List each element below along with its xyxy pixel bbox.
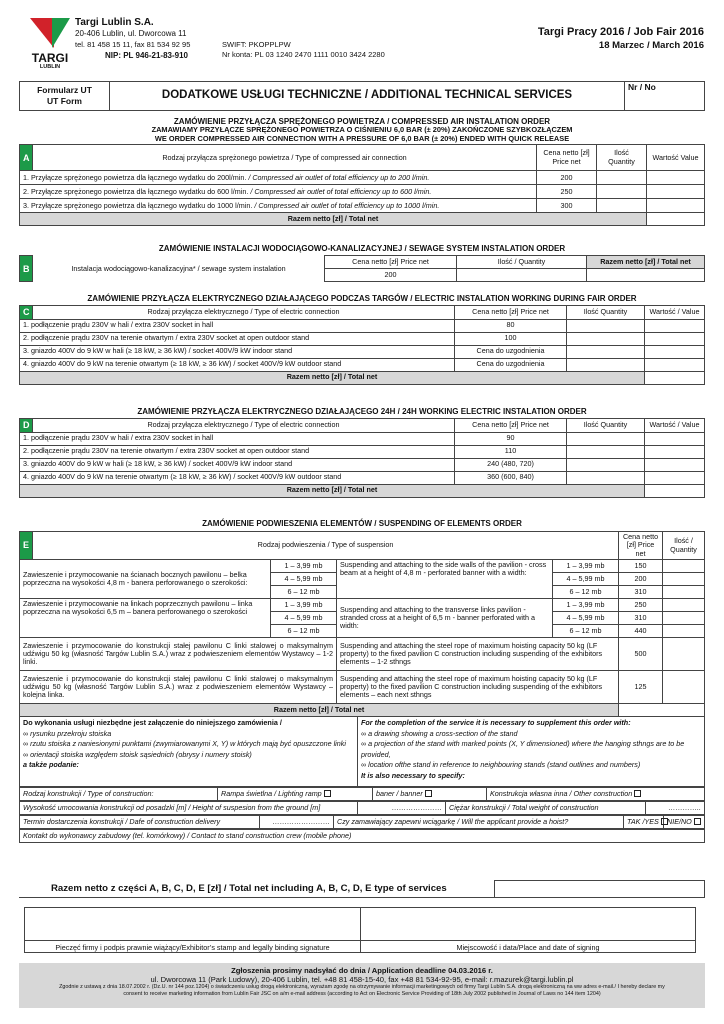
- section-a-total-label: Razem netto [zł] / Total net: [20, 213, 647, 226]
- quantity-input[interactable]: [567, 458, 645, 471]
- table-row: 4. gniazdo 400V do 9 kW na terenie otwartym (≥ 18 kW, ≥ 36 kW) / socket 400V/9 kW outdoor stand 360 (600, 840): [20, 471, 705, 484]
- place-date-label: Miejscowość i data/Place and date of signing: [361, 940, 695, 952]
- quantity-input[interactable]: [597, 171, 647, 185]
- logo: [28, 16, 72, 70]
- logo-text: TARGI: [31, 51, 69, 65]
- logo-mark-icon: [28, 16, 72, 50]
- value-cell: [645, 458, 705, 471]
- value-cell: [645, 345, 705, 358]
- table-row: 3. gniazdo 400V do 9 kW w hali (≥ 18 kW, ≥ 36 kW) / socket 400V/9 kW indoor stand Cena do uzgodnienia: [20, 345, 705, 358]
- legal-en: consent to receive marketing information from Lublin Fair JSC on a/m e-mail address (according to Act on Electronic Service Providing of 18th July 2002 published in Journal of Laws no 144 item 1204): [123, 991, 601, 997]
- quantity-input[interactable]: [663, 638, 705, 671]
- table-row: 4. gniazdo 400V do 9 kW na terenie otwartym (≥ 18 kW, ≥ 36 kW) / socket 400V/9 kW outdoor stand Cena do uzgodnienia: [20, 358, 705, 371]
- section-b-total-value[interactable]: [587, 269, 705, 282]
- bank-account: Nr konta: PL 03 1240 2470 1111 0010 3424 2280: [222, 50, 385, 59]
- form-code: Formularz UT UT Form: [20, 82, 110, 111]
- section-c-total-value[interactable]: [645, 371, 705, 384]
- section-c-title: ZAMÓWIENIE PRZYŁĄCZA ELEKTRYCZNEGO DZIAŁAJĄCEGO PODCZAS TARGÓW / ELECTRIC INSTALATION WORKING DURING FAIR ORDER: [87, 294, 637, 303]
- quantity-input[interactable]: [663, 612, 705, 625]
- form-number-field[interactable]: Nr / No: [625, 82, 705, 111]
- steel-rope-pl: Zawieszenie i przymocowanie do konstrukcji stałej pawilonu C linki stalowej o maksymalnym udźwigu 50 kg (własność Targów Lublin S.A.) wraz z podwieszeniem elementów Wystawcy – 1-2 linki.: [20, 638, 337, 671]
- value-cell: [645, 319, 705, 332]
- contact-field[interactable]: Kontakt do wykonawcy zabudowy (tel. komórkowy) / Contact to stand construction crew (mobile phone): [20, 830, 705, 843]
- section-c-type-header: Rodzaj przyłącza elektrycznego / Type of electric connection: [33, 306, 455, 319]
- quantity-input[interactable]: [567, 332, 645, 345]
- quantity-input[interactable]: [567, 358, 645, 371]
- table-row: 2. Przyłącze sprężonego powietrza dla łącznego wydatku do 600 l/min. / Compressed air outlet of total efficiency up to 600 l/min. 250: [20, 185, 705, 199]
- checkbox-icon[interactable]: [425, 790, 432, 797]
- section-b-title: ZAMÓWIENIE INSTALACJI WODOCIĄGOWO-KANALIZACYJNEJ / SEWAGE SYSTEM INSTALATION ORDER: [158, 244, 566, 253]
- section-b-letter: B: [20, 256, 33, 282]
- construction-type-label: Rodzaj konstrukcji / Type of construction:: [20, 788, 218, 801]
- value-cell: [647, 171, 705, 185]
- option-banner[interactable]: baner / banner: [373, 788, 487, 801]
- table-row: 1. podłączenie prądu 230V w hali / extra 230V socket in hall 90: [20, 432, 705, 445]
- table-row: 2. podłączenie prądu 230V na terenie otwartym / extra 230V socket at open outdoor stand 110: [20, 445, 705, 458]
- swift: SWIFT: PKOPPLPW: [222, 40, 291, 49]
- company-address: 20-406 Lublin, ul. Dworcowa 11: [75, 29, 187, 38]
- section-c-total-label: Razem netto [zł] / Total net: [20, 371, 645, 384]
- weight-input[interactable]: …………..: [646, 802, 705, 815]
- section-a-title: ZAMÓWIENIE PRZYŁĄCZA SPRĘŻONEGO POWIETRZA / COMPRESSED AIR INSTALATION ORDER: [173, 117, 551, 126]
- value-cell: [647, 185, 705, 199]
- price-header: Cena netto [zł] Price net: [619, 532, 663, 560]
- value-header: Wartość / Value: [645, 419, 705, 432]
- quantity-header: Ilość Quantity: [567, 419, 645, 432]
- quantity-input[interactable]: [597, 199, 647, 213]
- suspension-links-en: Suspending and attaching to the transverse links pavilion - stranded cross at a height of 6,5 m - banner perforated with a width:: [337, 599, 553, 638]
- footer-address: ul. Dworcowa 11 (Park Ludowy), 20-406 Lublin, tel. +48 81 458-15-40, fax +48 81 534-92-95, e-mail: r.mazurek@targi.lublin.pl: [150, 975, 574, 984]
- section-e: ZAMÓWIENIE PODWIESZENIA ELEMENTÓW / SUSPENDING OF ELEMENTS ORDER E Rodzaj podwieszenia / Type of suspension Cena netto [zł] Price net Ilość / Quantity Zawieszenie i przymocowanie na ścianach bocznych pawilonu – belka poprzeczna na wysokości 4,8 m - banera perforowanego o szerokości: 1 – 3,99 mb Suspending and attaching to the side walls of the pavilion - cross beam at a height of 4,8 m - perforated banner with a width: 1 – 3,99 mb 150 4 – 5,99 mb 4 – 5,99 mb 200 6 – 12 mb 6 – 12 mb 310 Zawieszenie i przymocowanie na linkach poprzecznych pawilonu – linka poprzeczna na wysokości 6,5 m – banera perforowanego o szerokości 1 – 3,99 mb Suspending and attaching to the transverse links pavilion - stranded cross at a height of 6,5 m - banner perforated with a width: 1 – 3,99 mb 250 4 – 5,99 mb 4 – 5,99 mb 310 6 – 12 mb 6 – 12 mb 440 Zawieszenie i przymocowanie do konstrukcji stałej pawilonu C linki stalowej o maksymalnym udźwigu 50 kg (własność Targów Lublin S.A.) wraz z podwieszeniem elementów Wystawcy – 1-2 linki. Suspending and attaching the steel rope of maximum hoisting capacity 50 kg (LF property) to the fixed pavilion C construction including suspending of the exhibitors elements – 1-2 sthngs 500 Zawieszenie i przymocowanie do konstrukcji stałej pawilonu C linki stalowej o maksymalnym udźwigu 50 kg (własność Targów Lublin S.A.) wraz z podwieszeniem elementów Wystawcy – kolejna linka. Suspending and attaching the steel rope of maximum hoisting capacity 50 kg (LF property) to the fixed pavilion C construction including suspending of the exhibitors elements – each next sthngs 125 Razem netto [zł] / Total net Do wykonania usługi niezbędne jest załączenie do niniejszego zamówienia / ∞ rysunku przekroju stoiska ∞ rzutu stoiska z naniesionymi punktami (zwymiarowanymi X, Y) w których mają być opuszczone linki ∞ orientacji stoiska względem stoisk sąsiednich (obrysy i numery stoisk) a także podanie: For the completion of the service it is necessary to supplement this order with: ∞ a drawing showing a cross-section of the stand ∞ a projection of the stand with marked points (X, Y dimensioned) where the hanging sthngs are to be provided, ∞ location ofthe stand in reference to neighbouring stands (stand outlines and numbers) It is also necessary to specify: Rodzaj konstrukcji / Type of construction: Rampa świetlna / Lighting ramp baner / banner Konstrukcja własna inna / Other construction Wysokość umocowania konstrukcji od posadzki [m] / Height of suspesion from the ground [m] ………………… Ciężar konstrukcji / Total weight of construction ………….. Termin dostarczenia konstrukcji / Dafe of construction delivery …………………… Czy zamawiający zapewni wciągarkę / Will the applicant provide a hoist? TAK /YES NIE/NO Kontakt do wykonawcy zabudowy (tel. komórkowy) / Contact to stand construction crew (mobile phone): [19, 519, 705, 843]
- quantity-input[interactable]: [663, 560, 705, 573]
- quantity-header: Ilość Quantity: [597, 145, 647, 171]
- table-row: 3. gniazdo 400V do 9 kW w hali (≥ 18 kW, ≥ 36 kW) / socket 400V/9 kW indoor stand 240 (480, 720): [20, 458, 705, 471]
- section-e-total-label: Razem netto [zł] / Total net: [20, 704, 619, 717]
- section-d-total-label: Razem netto [zł] / Total net: [20, 484, 645, 497]
- legal-pl: Zgodnie z ustawą z dnia 18.07.2002 r. (Dz.U. nr 144 poz.1204) o świadczeniu usług drogą elektroniczną, wyrażam zgodę na otrzymywanie informacji marketingowych od firmy Targi Lublin S.A. drogą elektroniczną na ww adres e-mail./ I hereby declare my: [59, 984, 665, 990]
- section-e-letter: E: [20, 532, 33, 560]
- weight-label: Ciężar konstrukcji / Total weight of construction: [446, 802, 646, 815]
- section-b-type: Instalacja wodociągowo-kanalizacyjna* / sewage system instalation: [71, 263, 286, 273]
- price-header: Cena netto [zł] Price net: [537, 145, 597, 171]
- value-cell: [645, 432, 705, 445]
- table-row: 1. podłączenie prądu 230V w hali / extra 230V socket in hall 80: [20, 319, 705, 332]
- quantity-input[interactable]: [457, 269, 587, 282]
- hoist-yes[interactable]: TAK /YES: [624, 816, 664, 829]
- height-input[interactable]: …………………: [358, 802, 446, 815]
- section-a-subtitle-en: WE ORDER COMPRESSED AIR CONNECTION WITH A PRESSURE OF 6,0 BAR (± 20%) ENDED WITH QUICK RELEASE: [154, 133, 570, 143]
- section-e-total-value[interactable]: [619, 704, 705, 717]
- place-date-field[interactable]: [361, 908, 695, 940]
- quantity-input[interactable]: [663, 599, 705, 612]
- section-d: [19, 407, 705, 498]
- quantity-input[interactable]: [663, 586, 705, 599]
- signature-label: Pieczęć firmy i podpis prawnie wiążący/Exhibitor’s stamp and legally binding signature: [25, 940, 360, 952]
- steel-rope-next-en: Suspending and attaching the steel rope of maximum hoisting capacity 50 kg (LF property) to the fixed pavilion C construction including suspending of the exhibitors elements – each next sthngs: [337, 671, 619, 704]
- section-c: [19, 294, 705, 385]
- signature-field[interactable]: [25, 908, 360, 940]
- section-d-type-header: Rodzaj przyłącza elektrycznego / Type of electric connection: [33, 419, 455, 432]
- option-lighting-ramp[interactable]: Rampa świetlna / Lighting ramp: [218, 788, 373, 801]
- company-name: Targi Lublin S.A.: [75, 17, 154, 28]
- hoist-no[interactable]: NIE/NO: [664, 816, 705, 829]
- value-cell: [645, 332, 705, 345]
- company-nip: NIP: PL 946-21-83-910: [105, 51, 189, 60]
- price-header: Cena netto [zł] Price net: [325, 256, 457, 269]
- height-label: Wysokość umocowania konstrukcji od posadzki [m] / Height of suspesion from the ground [m]: [20, 802, 358, 815]
- checkbox-icon[interactable]: [324, 790, 331, 797]
- value-cell: [647, 199, 705, 213]
- section-d-title: ZAMÓWIENIE PRZYŁĄCZA ELEKTRYCZNEGO DZIAŁAJĄCEGO 24H / 24H WORKING ELECTRIC INSTALATION ORDER: [137, 407, 587, 416]
- steel-rope-en: Suspending and attaching the steel rope of maximum hoisting capacity 50 kg (LF property) to the fixed pavilion C construction including suspending of the exhibitors elements – 1-2 sthngs: [337, 638, 619, 671]
- option-other-construction[interactable]: Konstrukcja własna inna / Other construction: [487, 788, 705, 801]
- section-b: [19, 244, 705, 282]
- section-e-title: ZAMÓWIENIE PODWIESZENIA ELEMENTÓW / SUSPENDING OF ELEMENTS ORDER: [202, 519, 522, 528]
- section-a-type-header: Rodzaj przyłącza sprężonego powietrza / Type of compressed air connection: [33, 145, 537, 171]
- quantity-input[interactable]: [597, 185, 647, 199]
- value-cell: [645, 445, 705, 458]
- suspension-walls-en: Suspending and attaching to the side walls of the pavilion - cross beam at a height of 4,8 m - perforated banner with a width:: [337, 560, 553, 599]
- section-a-total-value[interactable]: [647, 213, 705, 226]
- quantity-input[interactable]: [663, 625, 705, 638]
- delivery-date-input[interactable]: ……………………: [260, 816, 334, 829]
- suspension-walls-pl: Zawieszenie i przymocowanie na ścianach bocznych pawilonu – belka poprzeczna na wysokości 4,8 m - banera perforowanego o szerokości:: [20, 560, 271, 599]
- price-header: Cena netto [zł] Price net: [455, 306, 567, 319]
- footer: [19, 963, 705, 1008]
- section-a: [19, 117, 705, 226]
- company-phone: tel. 81 458 15 11, fax 81 534 92 95: [75, 40, 191, 49]
- table-row: 2. podłączenie prądu 230V na terenie otwartym / extra 230V socket at open outdoor stand 100: [20, 332, 705, 345]
- table-row: 1. Przyłącze sprężonego powietrza dla łącznego wydatku do 200l/min. / Compressed air outlet of total efficiency up to 200 l/min. 200: [20, 171, 705, 185]
- form-title: DODATKOWE USŁUGI TECHNICZNE / ADDITIONAL TECHNICAL SERVICES: [110, 82, 625, 111]
- grand-total-label: Razem netto z części A, B, C, D, E [zł] / Total net including A, B, C, D, E type of services: [51, 883, 447, 894]
- quantity-input[interactable]: [663, 573, 705, 586]
- section-d-total-value[interactable]: [645, 484, 705, 497]
- value-header: Wartość Value: [647, 145, 705, 171]
- value-header: Wartość / Value: [645, 306, 705, 319]
- suspension-links-pl: Zawieszenie i przymocowanie na linkach poprzecznych pawilonu – linka poprzeczna na wysokości 6,5 m – banera perforowanego o szerokości: [20, 599, 271, 638]
- event-name: Targi Pracy 2016 / Job Fair 2016: [537, 26, 704, 38]
- price-header: Cena netto [zł] Price net: [455, 419, 567, 432]
- value-cell: [645, 471, 705, 484]
- quantity-input[interactable]: [567, 432, 645, 445]
- quantity-input[interactable]: [567, 345, 645, 358]
- section-b-price: 200: [325, 269, 457, 282]
- section-d-letter: D: [20, 419, 33, 432]
- section-c-letter: C: [20, 306, 33, 319]
- logo-subtext: LUBLIN: [39, 64, 61, 70]
- quantity-input[interactable]: [567, 471, 645, 484]
- delivery-date-label: Termin dostarczenia konstrukcji / Dafe of construction delivery: [20, 816, 260, 829]
- section-e-type-header: Rodzaj podwieszenia / Type of suspension: [33, 532, 619, 560]
- quantity-header: Ilość / Quantity: [457, 256, 587, 269]
- table-row: 3. Przyłącze sprężonego powietrza dla łącznego wydatku do 1000 l/min. / Compressed air outlet of total efficiency up to 1000 l/min. 300: [20, 199, 705, 213]
- signature-area: [24, 907, 696, 953]
- quantity-input[interactable]: [567, 445, 645, 458]
- quantity-input[interactable]: [567, 319, 645, 332]
- hoist-question: Czy zamawiający zapewni wciągarkę / Will the applicant provide a hoist?: [334, 816, 624, 829]
- total-header: Razem netto [zł] / Total net: [587, 256, 705, 269]
- section-a-letter: A: [20, 145, 33, 171]
- quantity-input[interactable]: [663, 671, 705, 704]
- grand-total-value[interactable]: [494, 880, 705, 897]
- checkbox-icon[interactable]: [694, 818, 701, 825]
- section-a-subtitle-pl: ZAMAWIAMY PRZYŁĄCZE SPRĘŻONEGO POWIETRZA O CIŚNIENIU 6,0 BAR (± 20%) ZAKOŃCZONE SZYBKOZŁĄCZEM: [151, 125, 573, 135]
- quantity-header: Ilość Quantity: [567, 306, 645, 319]
- requirements-box: Do wykonania usługi niezbędne jest załączenie do niniejszego zamówienia / ∞ rysunku przekroju stoiska ∞ rzutu stoiska z naniesionymi punktami (zwymiarowanymi X, Y) w których mają być opuszczone linki ∞ orientacji stoiska względem stoisk sąsiednich (obrysy i numery stoisk) a także podanie: For the completion of the service it is necessary to supplement this order with: ∞ a drawing showing a cross-section of the stand ∞ a projection of the stand with marked points (X, Y dimensioned) where the hanging sthngs are to be provided, ∞ location ofthe stand in reference to neighbouring stands (stand outlines and numbers) It is also necessary to specify:: [19, 717, 705, 787]
- quantity-header: Ilość / Quantity: [663, 532, 705, 560]
- steel-rope-next-pl: Zawieszenie i przymocowanie do konstrukcji stałej pawilonu C linki stalowej o maksymalnym udźwigu 50 kg (własność Targów Lublin S.A.) wraz z podwieszeniem elementów Wystawcy – kolejna linka.: [20, 671, 337, 704]
- value-cell: [645, 358, 705, 371]
- checkbox-icon[interactable]: [634, 790, 641, 797]
- event-date: 18 Marzec / March 2016: [598, 40, 704, 51]
- deadline: Zgłoszenia prosimy nadsyłać do dnia / Application deadline 04.03.2016 r.: [231, 966, 493, 975]
